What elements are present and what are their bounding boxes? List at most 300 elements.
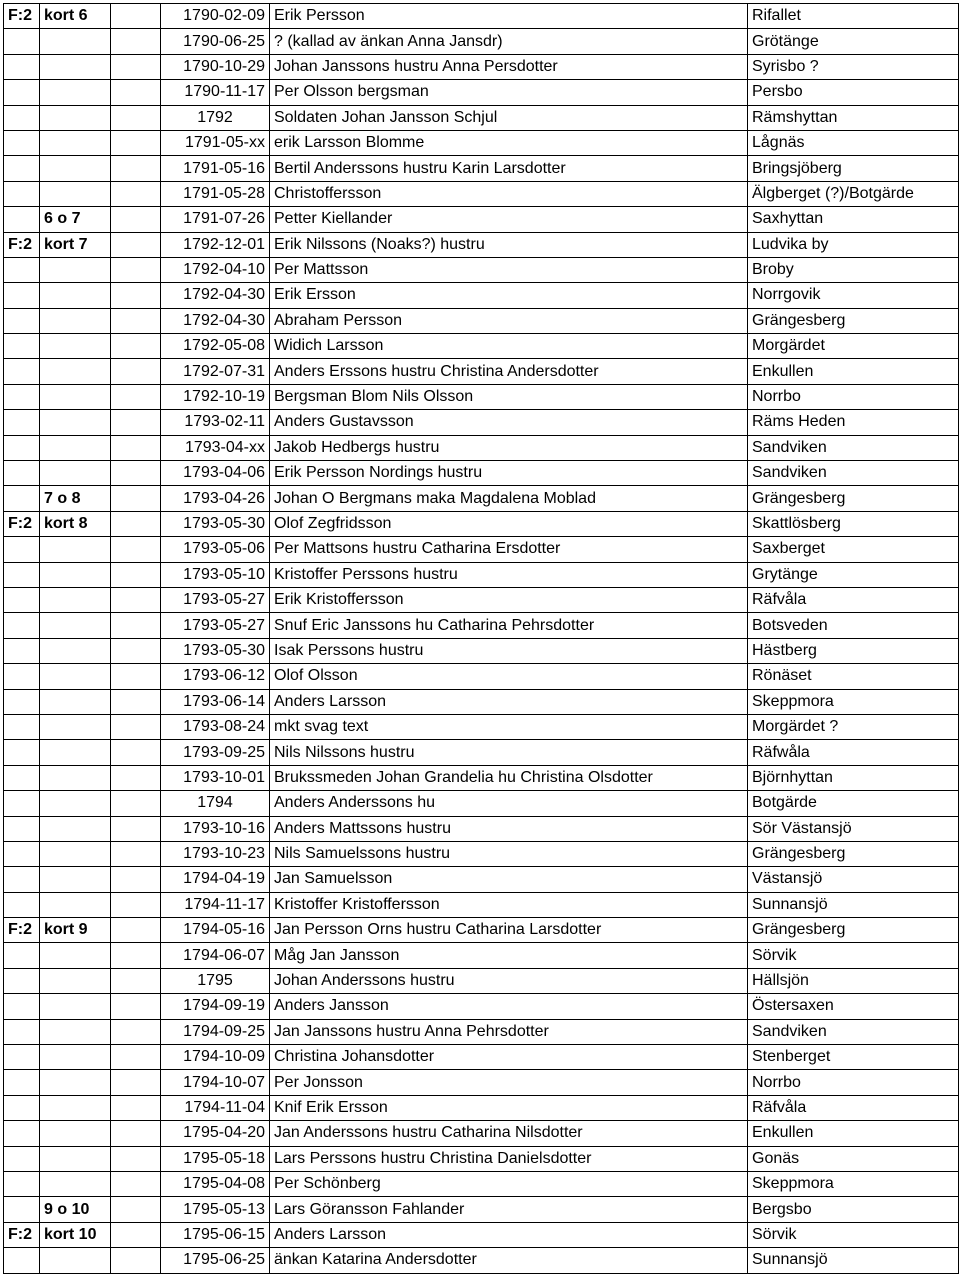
description-cell: Per Olsson bergsman (270, 80, 748, 105)
date-cell: 1794-10-07 (161, 1070, 270, 1095)
date-cell: 1794-09-25 (161, 1019, 270, 1044)
date-cell: 1795-04-20 (161, 1121, 270, 1146)
card-cell (40, 892, 111, 917)
series-cell: F:2 (4, 1222, 40, 1247)
blank-cell (111, 54, 161, 79)
series-cell (4, 334, 40, 359)
card-cell: kort 6 (40, 4, 111, 29)
series-cell (4, 130, 40, 155)
place-cell: Sandviken (748, 435, 959, 460)
series-cell (4, 537, 40, 562)
description-cell: Per Jonsson (270, 1070, 748, 1095)
description-cell: ? (kallad av änkan Anna Jansdr) (270, 29, 748, 54)
place-cell: Sörvik (748, 943, 959, 968)
card-cell (40, 1045, 111, 1070)
card-cell (40, 816, 111, 841)
place-cell: Grytänge (748, 562, 959, 587)
date-cell: 1792 (161, 105, 270, 130)
table-row (4, 105, 959, 130)
description-cell: Anders Larsson (270, 1222, 748, 1247)
blank-cell (111, 562, 161, 587)
table-row (4, 918, 959, 943)
card-cell (40, 1171, 111, 1196)
description-cell: änkan Katarina Andersdotter (270, 1248, 748, 1273)
description-cell: Erik Ersson (270, 283, 748, 308)
card-cell (40, 943, 111, 968)
place-cell: Sandviken (748, 1019, 959, 1044)
date-cell: 1793-05-27 (161, 587, 270, 612)
table-row (4, 537, 959, 562)
blank-cell (111, 1171, 161, 1196)
series-cell (4, 562, 40, 587)
date-cell: 1793-06-14 (161, 689, 270, 714)
date-cell: 1793-05-30 (161, 511, 270, 536)
card-cell (40, 1070, 111, 1095)
date-cell: 1793-10-23 (161, 841, 270, 866)
blank-cell (111, 918, 161, 943)
date-cell: 1793-04-06 (161, 461, 270, 486)
blank-cell (111, 80, 161, 105)
card-cell (40, 765, 111, 790)
card-cell (40, 1019, 111, 1044)
blank-cell (111, 867, 161, 892)
table-row (4, 283, 959, 308)
description-cell: mkt svag text (270, 714, 748, 739)
table-row (4, 1095, 959, 1120)
table-row (4, 308, 959, 333)
place-cell: Västansjö (748, 867, 959, 892)
date-cell: 1793-05-27 (161, 613, 270, 638)
place-cell: Morgärdet (748, 334, 959, 359)
date-cell: 1795-06-25 (161, 1248, 270, 1273)
place-cell: Rönäset (748, 664, 959, 689)
table-row (4, 867, 959, 892)
blank-cell (111, 232, 161, 257)
table-row (4, 461, 959, 486)
description-cell: Knif Erik Ersson (270, 1095, 748, 1120)
place-cell: Hällsjön (748, 968, 959, 993)
place-cell: Älgberget (?)/Botgärde (748, 181, 959, 206)
series-cell (4, 816, 40, 841)
description-cell: Snuf Eric Janssons hu Catharina Pehrsdotter (270, 613, 748, 638)
series-cell: F:2 (4, 918, 40, 943)
place-cell: Räfvåla (748, 1095, 959, 1120)
place-cell: Grängesberg (748, 841, 959, 866)
date-cell: 1792-05-08 (161, 334, 270, 359)
description-cell: Erik Persson Nordings hustru (270, 461, 748, 486)
date-cell: 1795-04-08 (161, 1171, 270, 1196)
description-cell: Johan Janssons hustru Anna Persdotter (270, 54, 748, 79)
table-row (4, 130, 959, 155)
card-cell (40, 867, 111, 892)
card-cell (40, 613, 111, 638)
series-cell (4, 156, 40, 181)
series-cell: F:2 (4, 232, 40, 257)
card-cell (40, 1095, 111, 1120)
card-cell: 7 o 8 (40, 486, 111, 511)
series-cell (4, 994, 40, 1019)
description-cell: Lars Göransson Fahlander (270, 1197, 748, 1222)
blank-cell (111, 689, 161, 714)
description-cell: Petter Kiellander (270, 207, 748, 232)
date-cell: 1790-02-09 (161, 4, 270, 29)
table-row (4, 943, 959, 968)
card-cell: kort 9 (40, 918, 111, 943)
table-row (4, 740, 959, 765)
series-cell (4, 181, 40, 206)
table-row (4, 334, 959, 359)
blank-cell (111, 156, 161, 181)
description-cell: Anders Mattssons hustru (270, 816, 748, 841)
table-row (4, 156, 959, 181)
table-row (4, 29, 959, 54)
description-cell: Johan O Bergmans maka Magdalena Moblad (270, 486, 748, 511)
series-cell (4, 80, 40, 105)
description-cell: Anders Anderssons hu (270, 791, 748, 816)
date-cell: 1792-04-10 (161, 257, 270, 282)
series-cell (4, 29, 40, 54)
table-row (4, 816, 959, 841)
description-cell: Widich Larsson (270, 334, 748, 359)
blank-cell (111, 1019, 161, 1044)
place-cell: Lågnäs (748, 130, 959, 155)
blank-cell (111, 1045, 161, 1070)
card-cell (40, 435, 111, 460)
place-cell: Broby (748, 257, 959, 282)
card-cell (40, 105, 111, 130)
blank-cell (111, 511, 161, 536)
series-cell (4, 1095, 40, 1120)
date-cell: 1792-07-31 (161, 359, 270, 384)
card-cell (40, 1121, 111, 1146)
description-cell: Måg Jan Jansson (270, 943, 748, 968)
series-cell (4, 765, 40, 790)
series-cell (4, 1070, 40, 1095)
place-cell: Botsveden (748, 613, 959, 638)
table-row (4, 689, 959, 714)
blank-cell (111, 613, 161, 638)
place-cell: Ludvika by (748, 232, 959, 257)
description-cell: Christoffersson (270, 181, 748, 206)
place-cell: Syrisbo ? (748, 54, 959, 79)
table-row (4, 257, 959, 282)
blank-cell (111, 1222, 161, 1247)
date-cell: 1793-09-25 (161, 740, 270, 765)
description-cell: Nils Nilssons hustru (270, 740, 748, 765)
card-cell: kort 8 (40, 511, 111, 536)
card-cell (40, 308, 111, 333)
date-cell: 1794-04-19 (161, 867, 270, 892)
place-cell: Sunnansjö (748, 892, 959, 917)
blank-cell (111, 791, 161, 816)
blank-cell (111, 638, 161, 663)
place-cell: Gonäs (748, 1146, 959, 1171)
series-cell (4, 689, 40, 714)
blank-cell (111, 29, 161, 54)
card-cell (40, 791, 111, 816)
place-cell: Östersaxen (748, 994, 959, 1019)
place-cell: Räfvåla (748, 587, 959, 612)
table-row (4, 181, 959, 206)
blank-cell (111, 765, 161, 790)
place-cell: Sör Västansjö (748, 816, 959, 841)
date-cell: 1794-09-19 (161, 994, 270, 1019)
date-cell: 1795-05-13 (161, 1197, 270, 1222)
table-row (4, 435, 959, 460)
blank-cell (111, 257, 161, 282)
series-cell (4, 1121, 40, 1146)
blank-cell (111, 841, 161, 866)
card-cell (40, 54, 111, 79)
description-cell: Kristoffer Kristoffersson (270, 892, 748, 917)
description-cell: Per Mattsons hustru Catharina Ersdotter (270, 537, 748, 562)
card-cell (40, 1146, 111, 1171)
date-cell: 1794-06-07 (161, 943, 270, 968)
series-cell (4, 613, 40, 638)
date-cell: 1793-04-xx (161, 435, 270, 460)
blank-cell (111, 283, 161, 308)
place-cell: Sandviken (748, 461, 959, 486)
table-row (4, 207, 959, 232)
blank-cell (111, 994, 161, 1019)
date-cell: 1793-05-06 (161, 537, 270, 562)
series-cell (4, 257, 40, 282)
table-row (4, 613, 959, 638)
date-cell: 1794-05-16 (161, 918, 270, 943)
table-row (4, 1121, 959, 1146)
date-cell: 1793-04-26 (161, 486, 270, 511)
place-cell: Morgärdet ? (748, 714, 959, 739)
date-cell: 1792-10-19 (161, 384, 270, 409)
series-cell (4, 1171, 40, 1196)
blank-cell (111, 181, 161, 206)
table-row (4, 232, 959, 257)
date-cell: 1790-10-29 (161, 54, 270, 79)
date-cell: 1790-06-25 (161, 29, 270, 54)
card-cell (40, 714, 111, 739)
description-cell: Kristoffer Perssons hustru (270, 562, 748, 587)
blank-cell (111, 968, 161, 993)
description-cell: Abraham Persson (270, 308, 748, 333)
series-cell (4, 867, 40, 892)
series-cell (4, 207, 40, 232)
blank-cell (111, 714, 161, 739)
description-cell: Olof Olsson (270, 664, 748, 689)
date-cell: 1794-11-04 (161, 1095, 270, 1120)
table-row (4, 587, 959, 612)
blank-cell (111, 130, 161, 155)
table-row (4, 511, 959, 536)
card-cell (40, 968, 111, 993)
card-cell (40, 130, 111, 155)
blank-cell (111, 435, 161, 460)
series-cell (4, 410, 40, 435)
place-cell: Stenberget (748, 1045, 959, 1070)
date-cell: 1791-05-16 (161, 156, 270, 181)
place-cell: Persbo (748, 80, 959, 105)
date-cell: 1793-08-24 (161, 714, 270, 739)
table-row (4, 54, 959, 79)
description-cell: Nils Samuelssons hustru (270, 841, 748, 866)
date-cell: 1791-07-26 (161, 207, 270, 232)
table-row (4, 968, 959, 993)
date-cell: 1793-02-11 (161, 410, 270, 435)
card-cell (40, 1248, 111, 1273)
blank-cell (111, 1146, 161, 1171)
table-row (4, 1197, 959, 1222)
blank-cell (111, 1248, 161, 1273)
card-cell (40, 461, 111, 486)
blank-cell (111, 740, 161, 765)
blank-cell (111, 1197, 161, 1222)
card-cell: kort 10 (40, 1222, 111, 1247)
blank-cell (111, 1121, 161, 1146)
table-row (4, 664, 959, 689)
date-cell: 1795-05-18 (161, 1146, 270, 1171)
table-row (4, 1146, 959, 1171)
date-cell: 1793-10-16 (161, 816, 270, 841)
blank-cell (111, 1070, 161, 1095)
table-row (4, 994, 959, 1019)
place-cell: Skeppmora (748, 1171, 959, 1196)
description-cell: Brukssmeden Johan Grandelia hu Christina Olsdotter (270, 765, 748, 790)
card-cell (40, 994, 111, 1019)
place-cell: Rifallet (748, 4, 959, 29)
place-cell: Norrgovik (748, 283, 959, 308)
series-cell (4, 1248, 40, 1273)
description-cell: Soldaten Johan Jansson Schjul (270, 105, 748, 130)
blank-cell (111, 537, 161, 562)
series-cell (4, 105, 40, 130)
card-cell (40, 384, 111, 409)
records-table (3, 3, 959, 1274)
card-cell: 6 o 7 (40, 207, 111, 232)
place-cell: Norrbo (748, 384, 959, 409)
card-cell (40, 562, 111, 587)
place-cell: Grängesberg (748, 486, 959, 511)
description-cell: Jan Anderssons hustru Catharina Nilsdotter (270, 1121, 748, 1146)
card-cell (40, 80, 111, 105)
blank-cell (111, 664, 161, 689)
blank-cell (111, 105, 161, 130)
series-cell (4, 486, 40, 511)
place-cell: Rämshyttan (748, 105, 959, 130)
table-row (4, 1171, 959, 1196)
series-cell (4, 54, 40, 79)
table-row (4, 714, 959, 739)
date-cell: 1795-06-15 (161, 1222, 270, 1247)
date-cell: 1791-05-xx (161, 130, 270, 155)
description-cell: Erik Kristoffersson (270, 587, 748, 612)
date-cell: 1793-05-10 (161, 562, 270, 587)
series-cell (4, 384, 40, 409)
place-cell: Botgärde (748, 791, 959, 816)
series-cell (4, 664, 40, 689)
series-cell (4, 435, 40, 460)
description-cell: Bergsman Blom Nils Olsson (270, 384, 748, 409)
series-cell (4, 740, 40, 765)
series-cell: F:2 (4, 511, 40, 536)
series-cell: F:2 (4, 4, 40, 29)
place-cell: Grängesberg (748, 918, 959, 943)
description-cell: Jan Samuelsson (270, 867, 748, 892)
place-cell: Räfwåla (748, 740, 959, 765)
place-cell: Grötänge (748, 29, 959, 54)
blank-cell (111, 308, 161, 333)
place-cell: Räms Heden (748, 410, 959, 435)
series-cell (4, 892, 40, 917)
series-cell (4, 587, 40, 612)
table-row (4, 359, 959, 384)
series-cell (4, 359, 40, 384)
blank-cell (111, 410, 161, 435)
date-cell: 1794 (161, 791, 270, 816)
series-cell (4, 714, 40, 739)
description-cell: Anders Jansson (270, 994, 748, 1019)
blank-cell (111, 587, 161, 612)
card-cell (40, 29, 111, 54)
card-cell (40, 359, 111, 384)
date-cell: 1793-06-12 (161, 664, 270, 689)
card-cell (40, 841, 111, 866)
card-cell (40, 664, 111, 689)
blank-cell (111, 359, 161, 384)
card-cell (40, 537, 111, 562)
card-cell (40, 689, 111, 714)
series-cell (4, 461, 40, 486)
description-cell: erik Larsson Blomme (270, 130, 748, 155)
series-cell (4, 943, 40, 968)
place-cell: Enkullen (748, 1121, 959, 1146)
description-cell: Isak Perssons hustru (270, 638, 748, 663)
date-cell: 1792-12-01 (161, 232, 270, 257)
table-row (4, 1045, 959, 1070)
place-cell: Sunnansjö (748, 1248, 959, 1273)
description-cell: Anders Gustavsson (270, 410, 748, 435)
card-cell: 9 o 10 (40, 1197, 111, 1222)
table-row (4, 486, 959, 511)
place-cell: Sörvik (748, 1222, 959, 1247)
table-row (4, 892, 959, 917)
description-cell: Erik Persson (270, 4, 748, 29)
date-cell: 1790-11-17 (161, 80, 270, 105)
description-cell: Christina Johansdotter (270, 1045, 748, 1070)
series-cell (4, 791, 40, 816)
table-row (4, 384, 959, 409)
description-cell: Per Mattsson (270, 257, 748, 282)
description-cell: Lars Perssons hustru Christina Danielsdotter (270, 1146, 748, 1171)
place-cell: Bringsjöberg (748, 156, 959, 181)
description-cell: Jan Persson Orns hustru Catharina Larsdotter (270, 918, 748, 943)
date-cell: 1791-05-28 (161, 181, 270, 206)
place-cell: Skattlösberg (748, 511, 959, 536)
table-row (4, 765, 959, 790)
blank-cell (111, 486, 161, 511)
description-cell: Per Schönberg (270, 1171, 748, 1196)
date-cell: 1792-04-30 (161, 283, 270, 308)
blank-cell (111, 1095, 161, 1120)
place-cell: Norrbo (748, 1070, 959, 1095)
date-cell: 1793-10-01 (161, 765, 270, 790)
card-cell (40, 638, 111, 663)
table-row (4, 638, 959, 663)
card-cell (40, 587, 111, 612)
table-row (4, 791, 959, 816)
series-cell (4, 308, 40, 333)
date-cell: 1792-04-30 (161, 308, 270, 333)
place-cell: Saxberget (748, 537, 959, 562)
table-row (4, 1019, 959, 1044)
